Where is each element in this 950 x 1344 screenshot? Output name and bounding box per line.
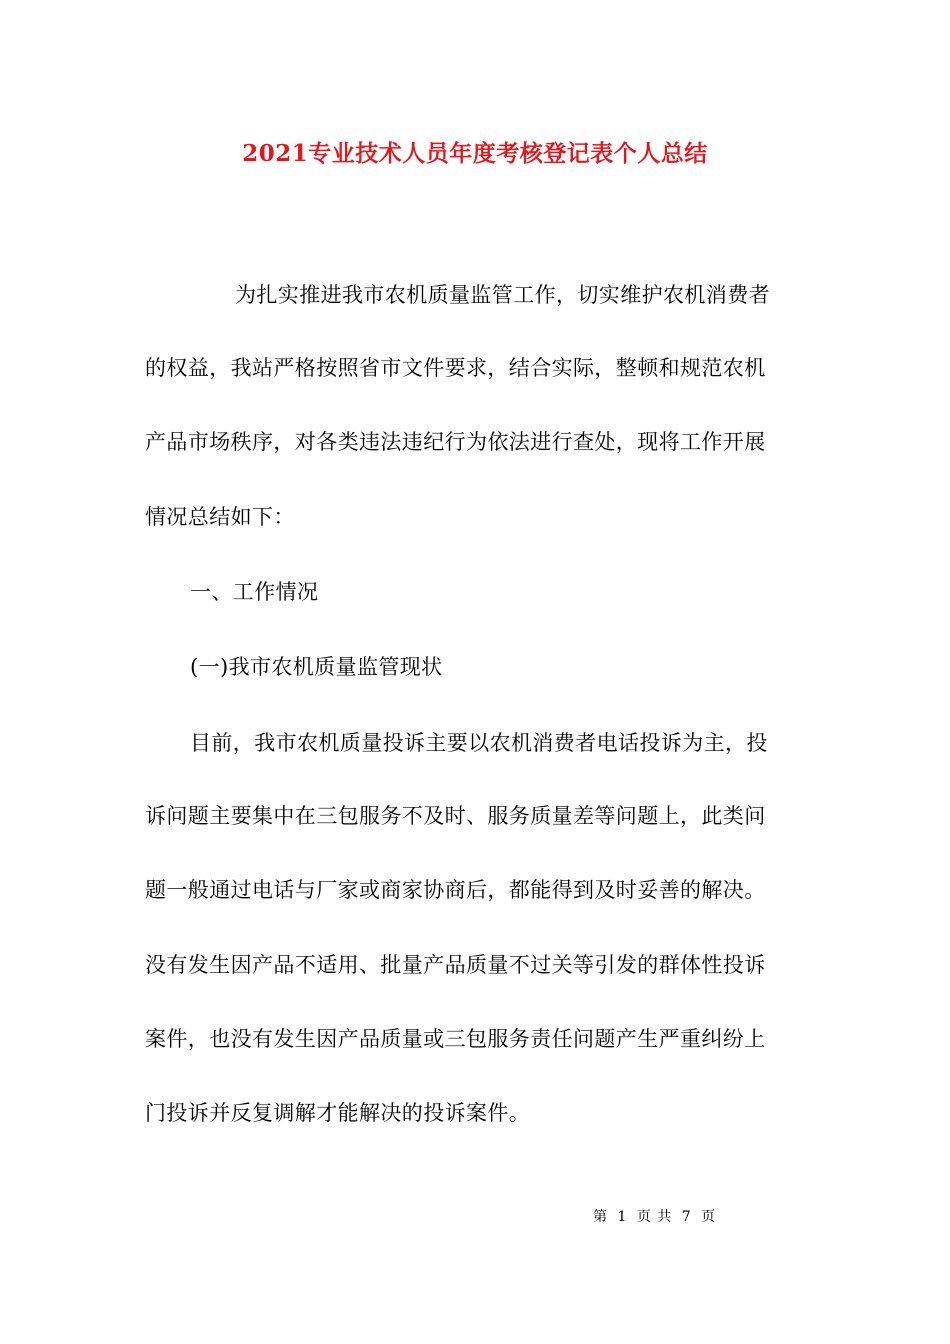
paragraph-2-line-4: 没有发生因产品不适用、批量产品质量不过关等引发的群体性投诉 xyxy=(145,953,766,977)
paragraph-2-line-5: 案件，也没有发生因产品质量或三包服务责任问题产生严重纠纷上 xyxy=(145,1027,766,1051)
document-title: 2021专业技术人员年度考核登记表个人总结 xyxy=(242,140,708,167)
paragraph-1-line-3: 产品市场秩序，对各类违法违纪行为依法进行查处，现将工作开展 xyxy=(145,430,766,454)
subsection-heading-1: (一)我市农机质量监管现状 xyxy=(190,655,443,679)
paragraph-2-line-3: 题一般通过电话与厂家或商家协商后，都能得到及时妥善的解决。 xyxy=(145,878,766,902)
page-mid: 页 共 xyxy=(636,1209,673,1225)
total-pages-number: 7 xyxy=(681,1209,692,1225)
paragraph-1-line-2: 的权益，我站严格按照省市文件要求，结合实际，整顿和规范农机 xyxy=(145,356,766,380)
page-prefix: 第 xyxy=(593,1209,608,1225)
paragraph-1-line-1: 为扎实推进我市农机质量监管工作，切实维护农机消费者 xyxy=(235,283,770,307)
paragraph-1-line-4: 情况总结如下： xyxy=(145,505,295,529)
section-heading-1: 一、工作情况 xyxy=(190,580,319,604)
paragraph-2-line-6: 门投诉并反复调解才能解决的投诉案件。 xyxy=(145,1101,531,1125)
paragraph-2-line-1: 目前，我市农机质量投诉主要以农机消费者电话投诉为主，投 xyxy=(190,731,768,755)
current-page-number: 1 xyxy=(617,1209,628,1225)
page-number-footer xyxy=(593,1207,720,1227)
paragraph-2-line-2: 诉问题主要集中在三包服务不及时、服务质量差等问题上，此类问 xyxy=(145,804,766,828)
page-suffix: 页 xyxy=(701,1209,717,1225)
